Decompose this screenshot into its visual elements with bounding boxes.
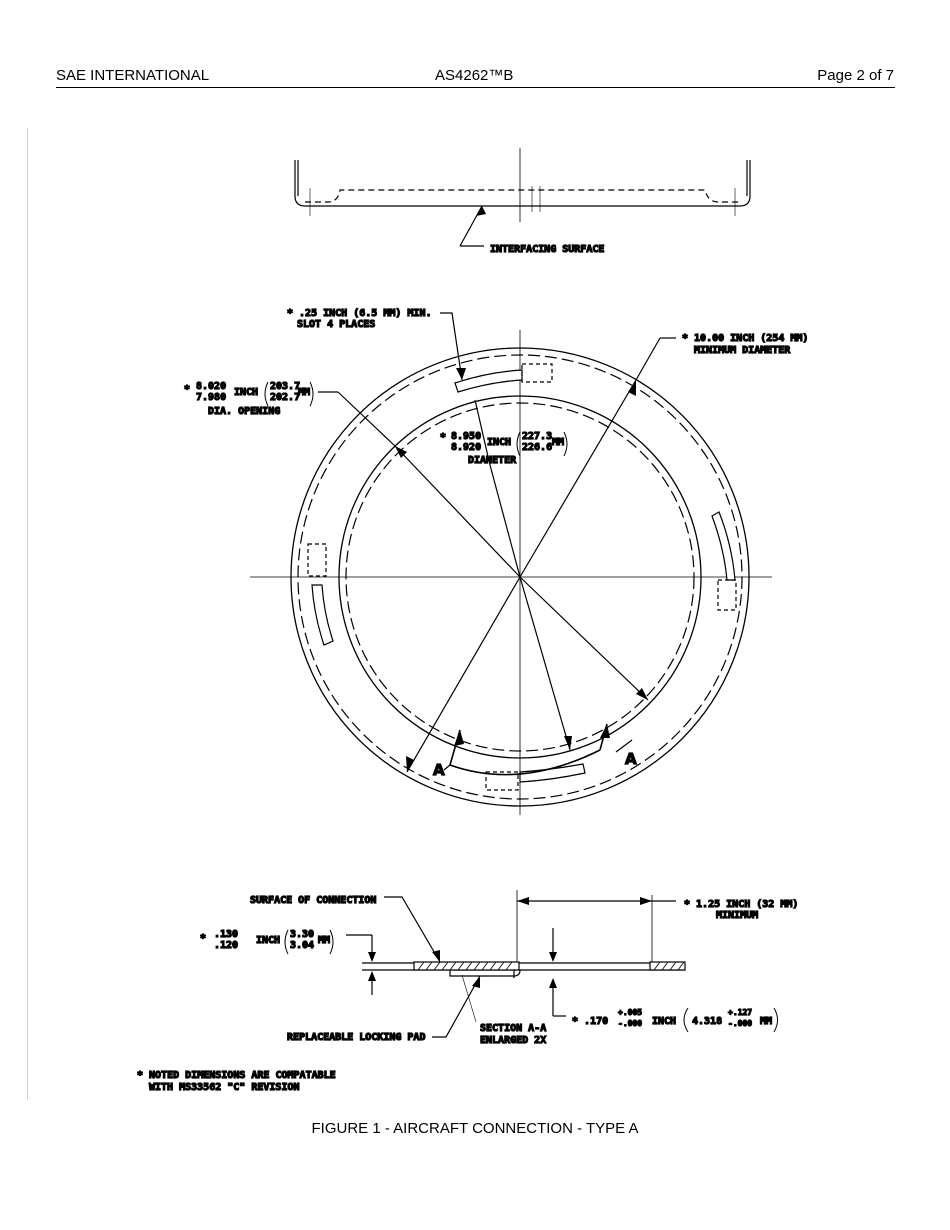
plan-view	[250, 313, 772, 815]
opening-dimension	[184, 381, 313, 417]
header-document-number: AS4262™B	[435, 67, 514, 84]
depth-dimension	[572, 1008, 778, 1032]
opening-mm-lower: 202.7	[270, 392, 301, 403]
surface-of-connection-label: SURFACE OF CONNECTION	[250, 895, 377, 906]
depth-tol-upper: +.005	[618, 1008, 643, 1017]
diameter-unit-mm: MM	[552, 437, 565, 448]
section-scale: ENLARGED 2X	[480, 1035, 547, 1046]
depth-unit-inch: INCH	[652, 1016, 677, 1027]
diameter-unit-inch: INCH	[487, 437, 512, 448]
min-length-label-2: MINIMUM	[716, 910, 759, 921]
opening-mm-upper: 203.7	[270, 381, 301, 392]
opening-upper-limit: 8.020	[196, 381, 227, 392]
thickness-mm-lower: 3.04	[290, 940, 315, 951]
inner-diameter-dimension	[440, 431, 567, 466]
section-title: SECTION A-A	[480, 1023, 547, 1034]
slot-count-label: SLOT 4 PLACES	[297, 319, 376, 330]
depth-mm-tol-upper: +.127	[728, 1008, 753, 1017]
section-mark-left: A	[433, 761, 445, 779]
diameter-star: *	[440, 432, 447, 443]
diameter-mm-upper: 227.3	[522, 431, 553, 442]
depth-tol-lower: -.000	[618, 1019, 643, 1028]
thickness-star: *	[200, 933, 207, 944]
header-organization: SAE INTERNATIONAL	[56, 67, 210, 84]
thickness-upper: .130	[214, 929, 239, 940]
diameter-lower-limit: 8.920	[451, 442, 482, 453]
diameter-mm-lower: 226.6	[522, 442, 553, 453]
depth-value: * .170	[572, 1016, 609, 1027]
thickness-mm-upper: 3.30	[290, 929, 315, 940]
opening-unit-mm: MM	[298, 387, 311, 398]
min-diameter-label: * 10.00 INCH (254 MM)	[682, 333, 809, 344]
locking-pad-label: REPLACEABLE LOCKING PAD	[287, 1032, 426, 1043]
opening-star: *	[184, 384, 191, 395]
depth-unit-mm: MM	[760, 1016, 773, 1027]
header-page-number: Page 2 of 7	[817, 67, 894, 84]
slot-size-label: * .25 INCH (6.5 MM) MIN.	[287, 308, 432, 319]
min-length-label: * 1.25 INCH (32 MM)	[684, 899, 799, 910]
opening-unit-inch: INCH	[234, 387, 259, 398]
thickness-unit-inch: INCH	[256, 935, 281, 946]
depth-mm-tol-lower: -.000	[728, 1019, 753, 1028]
diameter-label: DIAMETER	[468, 455, 517, 466]
thickness-lower: .120	[214, 940, 239, 951]
top-edge-view	[295, 148, 750, 246]
thickness-dimension	[200, 929, 333, 954]
depth-mm-value: 4.318	[692, 1016, 723, 1027]
interfacing-surface-label: INTERFACING SURFACE	[490, 244, 605, 255]
opening-lower-limit: 7.980	[196, 392, 227, 403]
note-line-1: * NOTED DIMENSIONS ARE COMPATABLE	[137, 1070, 336, 1081]
opening-label: DIA. OPENING	[208, 406, 281, 417]
note-line-2: WITH MS33562 "C" REVISION	[149, 1082, 300, 1093]
min-diameter-label-2: MINIMUM DIAMETER	[694, 345, 791, 356]
figure-caption: FIGURE 1 - AIRCRAFT CONNECTION - TYPE A	[311, 1120, 639, 1137]
thickness-unit-mm: MM	[318, 935, 331, 946]
diameter-upper-limit: 8.950	[451, 431, 482, 442]
section-mark-right: A	[625, 750, 637, 768]
